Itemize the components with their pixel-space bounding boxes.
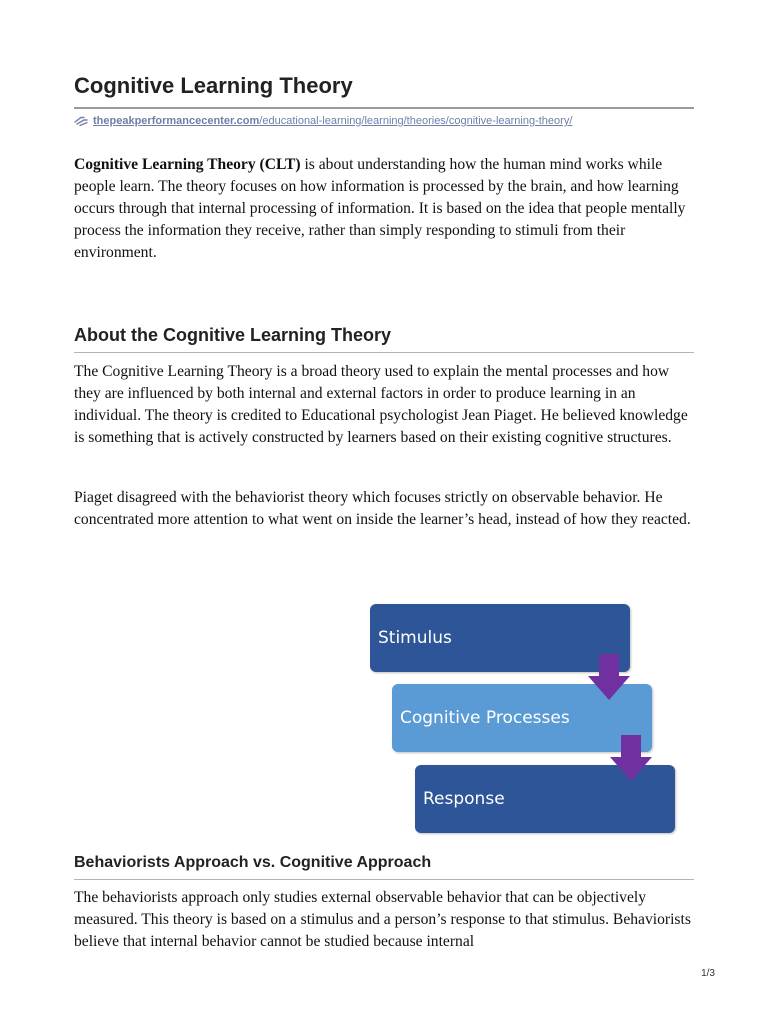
title-divider <box>74 107 694 109</box>
intro-paragraph <box>74 154 694 264</box>
intro-text: is about understanding how the human mind works while people learn. The theory focuses on how information is processed by the brain, and how learning occurs through that internal processing of information. It is based on the idea that people mentally process the information they receive, rather than simply responding to stimuli from their environment. <box>74 156 686 261</box>
section-heading-approach: Behaviorists Approach vs. Cognitive Approach <box>74 854 432 871</box>
page-title: Cognitive Learning Theory <box>74 73 353 98</box>
diagram-box-cognitive-processes: Cognitive Processes <box>392 684 652 752</box>
source-path: /educational-learning/learning/theories/cognitive-learning-theory/ <box>259 115 573 127</box>
source-url-link[interactable] <box>93 115 572 127</box>
down-arrow-icon <box>588 654 630 700</box>
approach-paragraph: The behaviorists approach only studies external observable behavior that can be objectively measured. This theory is based on a stimulus and a person’s response to that stimulus. Behaviorists believe that internal behavior cannot be studied because internal <box>74 889 691 950</box>
diagram-box-response: Response <box>415 765 675 833</box>
stimulus-response-diagram <box>360 598 690 844</box>
about-paragraph-1: The Cognitive Learning Theory is a broad theory used to explain the mental processes and how they are influenced by both internal and external factors in order to produce learning in an individual. The theory is credited to Educational psychologist Jean Piaget. He believed knowledge is something that is actively constructed by learners based on their existing cognitive structures. <box>74 363 688 446</box>
page-number: 1/3 <box>701 968 715 979</box>
link-icon <box>74 115 89 127</box>
diagram-box-stimulus: Stimulus <box>370 604 630 672</box>
section-heading-about: About the Cognitive Learning Theory <box>74 325 392 345</box>
source-link-row <box>74 113 572 129</box>
down-arrow-icon <box>610 735 652 781</box>
about-paragraph-2: Piaget disagreed with the behaviorist theory which focuses strictly on observable behavior. He concentrated more attention to what went on inside the learner’s head, instead of how they reacted. <box>74 489 691 528</box>
source-domain: thepeakperformancecenter.com <box>93 115 260 127</box>
section-divider-approach <box>74 879 694 880</box>
section-divider-about <box>74 352 694 353</box>
intro-lead: Cognitive Learning Theory (CLT) <box>74 156 301 173</box>
